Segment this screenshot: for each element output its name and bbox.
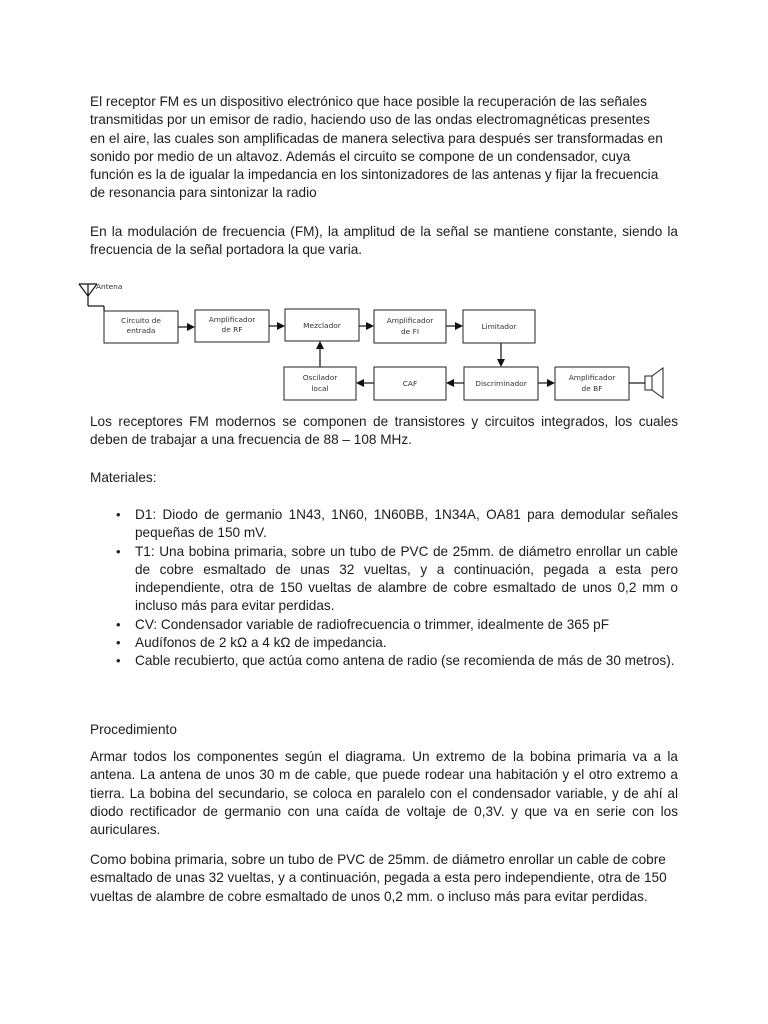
intro-line: sonido por medio de un altavoz. Además el circuito se compone de un condensador, cuya [90,148,631,164]
intro-paragraph [90,93,678,203]
block-line: Limitador [481,322,517,331]
block-line: entrada [126,326,156,335]
block-line: de BF [581,384,603,393]
list-item: • Audífonos de 2 kΩ a 4 kΩ de impedancia. [90,634,678,652]
intro-line: de resonancia para sintonizar la radio [90,185,317,201]
list-item: • T1: Una bobina primaria, sobre un tubo de PVC de 25mm. de diámetro enrollar un cable de cobre esmaltado de unas 32 vueltas, y a continuación, pegada a esta pero independiente, otra de 150 vueltas de alambre de cobre esmaltado de unos 0,2 mm o incluso más para evitar perdidas. [90,543,678,616]
antenna-label: Antena [96,282,123,291]
list-item: • CV: Condensador variable de radiofrecuencia o trimmer, idealmente de 365 pF [90,616,678,634]
block-local-oscillator [284,367,356,400]
procedure-line: esmaltado de unas 32 vueltas, y a continuación, pegada a esta pero independiente, otra de 150 [90,870,667,886]
block-input-circuit [104,311,178,343]
speaker-icon [645,368,663,398]
procedure-line: Como bobina primaria, sobre un tubo de PVC de 25mm. de diámetro enrollar un cable de cobre [90,852,666,867]
list-item: • D1: Diodo de germanio 1N43, 1N60, 1N60BB, 1N34A, OA81 para demodular señales pequeñas de 150 mV. [90,506,678,543]
block-line: Oscilador [302,373,338,382]
block-line: Amplificador [386,316,434,325]
block-mixer [285,309,359,341]
fm-receiver-block-diagram [74,278,694,406]
intro-line: en el aire, las cuales son amplificadas de manera selectiva para después ser transformadas en [90,130,663,146]
block-line: CAF [402,379,418,388]
procedure-paragraph-1: Armar todos los componentes según el diagrama. Un extremo de la bobina primaria va a la antena. La antena de unos 30 m de cable, que puede rodear una habitación y el otro extremo a tierra. La bobina del secundario, se coloca en paralelo con el condensador variable, y de ahí al diodo rectificador de germanio con una caída de voltaje de 0,3V. y que va en serie con los auriculares. [90,749,678,838]
materials-list [90,506,678,671]
block-line: de RF [221,325,243,334]
block-line: Amplificador [208,315,256,324]
materials-heading: Materiales: [90,470,157,485]
procedure-paragraph-2 [90,851,678,906]
block-af-amplifier [555,367,629,400]
block-rf-amplifier [195,310,269,342]
block-line: local [311,384,329,393]
block-line: Mezclador [303,321,341,330]
block-line: de FI [400,327,420,336]
block-limiter [463,310,535,343]
block-afc [374,367,446,400]
fm-modulation-paragraph: En la modulación de frecuencia (FM), la amplitud de la señal se mantiene constante, siendo la frecuencia de la señal portadora la que varia. [90,224,678,258]
block-discriminator [464,367,538,400]
procedure-heading: Procedimiento [90,722,177,737]
block-line: Circuito de [121,316,161,325]
intro-line: transmitidas por un emisor de radio, haciendo uso de las ondas electromagnéticas presentes [90,112,650,128]
block-line: Discriminador [475,379,527,388]
intro-line: función es la de igualar la impedancia en los sintonizadores de las antenas y fijar la frecuencia [90,167,659,183]
block-if-amplifier [374,310,446,343]
intro-line: El receptor FM es un dispositivo electrónico que hace posible la recuperación de las señales [90,94,647,109]
modern-receivers-paragraph: Los receptores FM modernos se componen de transistores y circuitos integrados, los cuales deben de trabajar a una frecuencia de 88 – 108 MHz. [90,414,678,448]
block-line: Amplificador [568,373,616,382]
procedure-line: vueltas de alambre de cobre esmaltado de unos 0,2 mm. o incluso más para evitar perdidas. [90,888,648,904]
list-item: • Cable recubierto, que actúa como antena de radio (se recomienda de más de 30 metros). [90,652,678,670]
